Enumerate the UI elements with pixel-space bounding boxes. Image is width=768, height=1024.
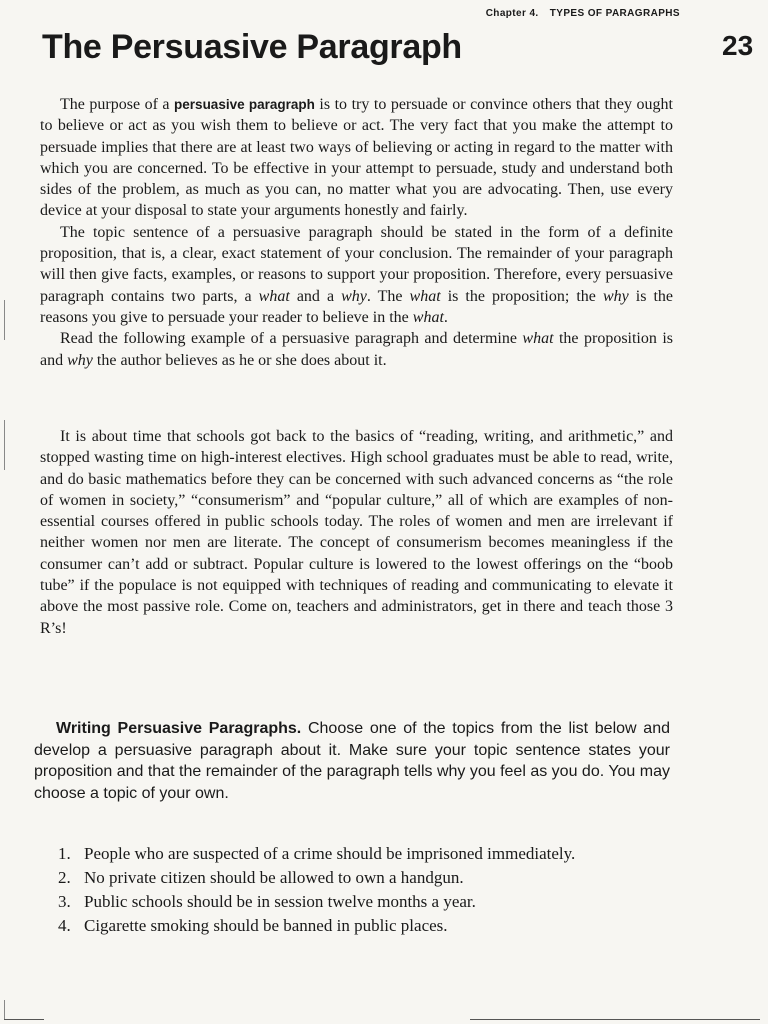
page-title: The Persuasive Paragraph [42,28,462,66]
bottom-left-rule [4,1019,44,1020]
list-item [58,842,678,866]
intro-paragraph-2: The topic sentence of a persuasive paragraph should be stated in the form of a definite proposition, that is, a clear, exact statement of your conclusion. The remainder of your paragraph will then give facts, examples, or reasons to support your proposition. Therefore, every persuasive paragraph contains two parts, a what and a why. The what is the proposition; the why is the reasons you give to persuade your reader to believe in the what. [40,223,674,326]
page-number: 23 [722,30,754,61]
scan-margin-mark [4,1000,5,1020]
list-item-text: No private citizen should be allowed to own a handgun. [84,868,464,887]
list-item-text: People who are suspected of a crime should be imprisoned immediately. [84,844,576,863]
emphasis-what: what [258,287,290,305]
running-head-section: TYPES OF PARAGRAPHS [549,8,680,19]
exercise-text: Choose one of the topics from the list below and develop a persuasive paragraph about it. Make sure your topic sentence states your proposition and that the remainder of the paragraph tells why you feel as you do. You may choose a topic of your own. [34,720,670,802]
emphasis-why: why [67,351,93,369]
emphasis-what: what [412,308,444,326]
topic-list [58,842,678,938]
emphasis-why: why [602,287,629,305]
example-paragraph: It is about time that schools got back to the basics of “reading, writing, and arithmetic,” and stopped wasting time on high-interest electives. High school graduates must be able to read, write, and do basic mathematics before they can be concerned with such advanced concerns as “the role of women in society,” “consumerism” and “popular culture,” all of which are examples of non-essential courses offered in public schools today. The roles of women and men are irrelevant if neither women nor men are literate. The concept of consumerism becomes meaningless if the consumer can’t add or subtract. Popular culture is lowered to the lowest offerings on the “boob tube” if the populace is not equipped with techniques of reading and communicating to elevate it above the most passive role. Come on, teachers and administrators, get in there and teach those 3 R’s! [40,428,673,637]
bottom-right-rule [470,1019,760,1020]
intro-paragraph-3: Read the following example of a persuasive paragraph and determine what the proposition is and why the author believes as he or she does about it. [40,330,674,369]
list-item-text: Cigarette smoking should be banned in public places. [84,916,448,935]
intro-paragraph-1: The purpose of a persuasive paragraph is to try to persuade or convince others that they ought to believe or act as you wish them to believe or act. The very fact that you make the attempt to persuade implies that there are at least two ways of believing or acting in regard to the matter with which you are concerned. To be effective in your attempt to persuade, study and understand both sides of the problem, as much as you can, no matter what you are advocating. Then, use every device at your disposal to state your arguments honestly and fairly. [40,96,673,220]
exercise-section [34,718,670,804]
list-item-number: 2. [58,868,71,887]
key-term: persuasive paragraph [174,97,315,112]
running-head-chapter: Chapter 4. [485,8,539,19]
exercise-instructions [34,718,670,804]
list-item [58,890,678,914]
example-section [40,426,673,639]
exercise-heading: Writing Persuasive Paragraphs. [56,720,302,737]
list-item-text: Public schools should be in session twelve months a year. [84,892,476,911]
list-item-number: 1. [58,844,71,863]
list-item [58,866,678,890]
running-head [486,8,680,19]
intro-section [40,94,673,371]
list-item-number: 3. [58,892,71,911]
emphasis-why: why [341,287,367,305]
scan-margin-mark [4,420,5,470]
scan-margin-mark [4,300,5,340]
list-item [58,914,678,938]
list-item-number: 4. [58,916,71,935]
emphasis-what: what [522,330,554,348]
emphasis-what: what [409,287,441,305]
